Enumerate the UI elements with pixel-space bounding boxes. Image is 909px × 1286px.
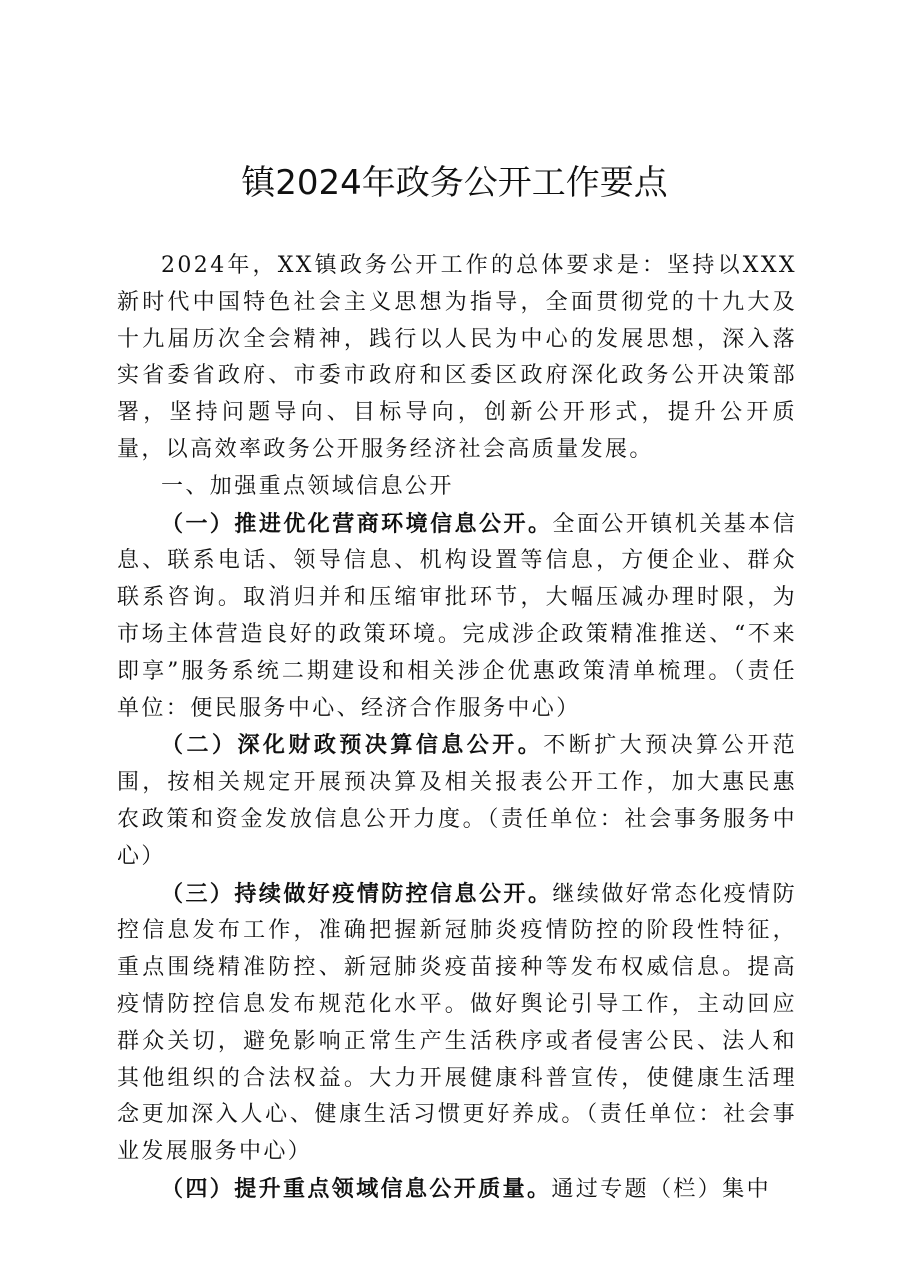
- item-paragraph-4: [117, 1171, 797, 1209]
- item-text: 全面公开镇机关基本信息、联系电话、领导信息、机构设置等信息，方便企业、群众联系咨询。取消归并和压缩审批环节，大幅压减办理时限，为市场主体营造良好的政策环境。完成涉企政策精准推送、“不来即享”服务系统二期建设和相关涉企优惠政策清单梳理。（责任单位：便民服务中心、经济合作服务中心）: [117, 511, 797, 721]
- item-text: 通过专题（栏）集中: [551, 1176, 772, 1202]
- item-lead: （一）推进优化营商环境信息公开。: [161, 510, 553, 537]
- item-lead: （四）提升重点领域信息公开质量。: [161, 1175, 552, 1202]
- intro-paragraph: 2024年，XX镇政务公开工作的总体要求是：坚持以XXX新时代中国特色社会主义思想为指导，全面贯彻党的十九大及十九届历次全会精神，践行以人民为中心的发展思想，深入落实省委省政府、市委市政府和区委区政府深化政务公开决策部署，坚持问题导向、目标导向，创新公开形式，提升公开质量，以高效率政务公开服务经济社会高质量发展。: [117, 253, 797, 462]
- item-text: 继续做好常态化疫情防控信息发布工作，准确把握新冠肺炎疫情防控的阶段性特征，重点围绕精准防控、新冠肺炎疫苗接种等发布权威信息。提高疫情防控信息发布规范化水平。做好舆论引导工作，主动回应群众关切，避免影响正常生产生活秩序或者侵害公民、法人和其他组织的合法权益。大力开展健康科普宣传，使健康生活理念更加深入人心、健康生活习惯更好养成。（责任单位：社会事业发展服务中心）: [117, 881, 797, 1165]
- item-lead: （二）深化财政预决算信息公开。: [161, 732, 544, 759]
- item-paragraph-1: [117, 506, 797, 728]
- item-paragraph-2: [117, 727, 797, 875]
- document-title: 镇2024年政务公开工作要点: [241, 163, 668, 203]
- item-text: 不断扩大预决算公开范围，按相关规定开展预决算及相关报表公开工作，加大惠民惠农政策和资金发放信息公开力度。（责任单位：社会事务服务中心）: [117, 733, 797, 869]
- item-lead: （三）持续做好疫情防控信息公开。: [161, 880, 553, 907]
- document-body: [117, 248, 797, 1209]
- item-paragraph-3: [117, 876, 797, 1171]
- section-heading: 一、加强重点领域信息公开: [161, 473, 454, 499]
